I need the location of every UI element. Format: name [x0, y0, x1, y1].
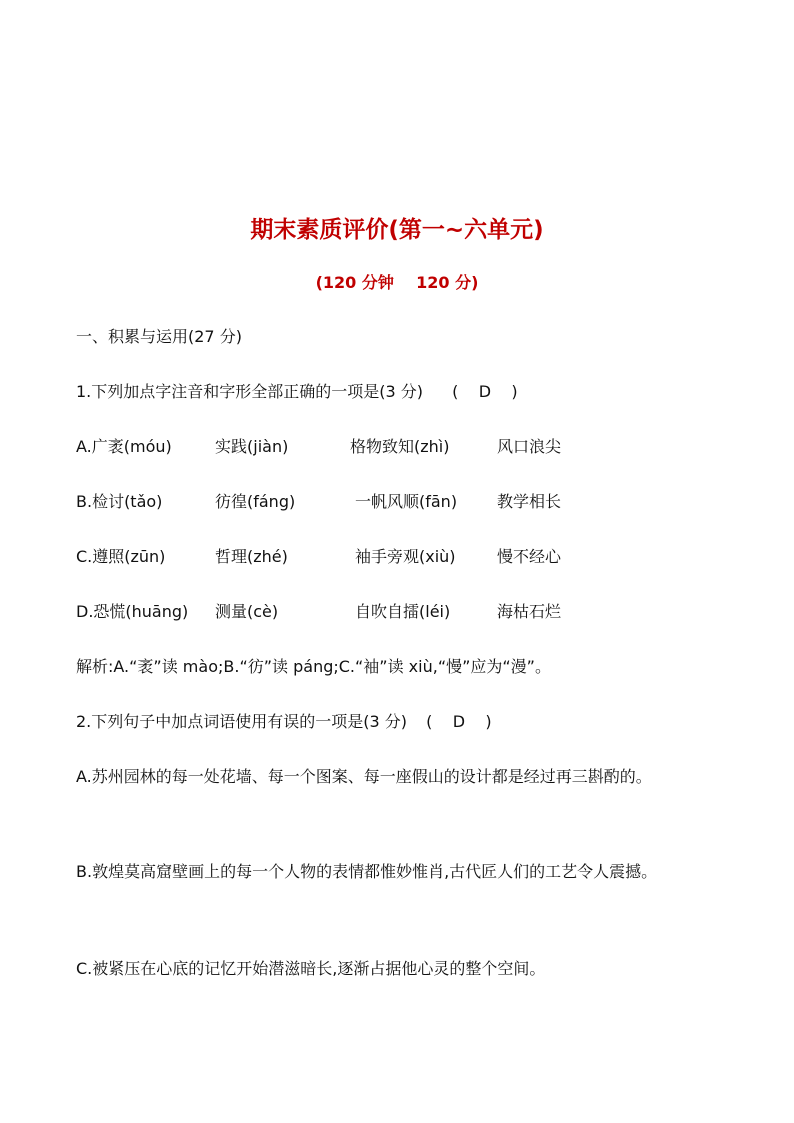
section-heading: 一、积累与运用(27 分) [76, 327, 242, 346]
option-b-col1: B.检讨(tǎo) [76, 492, 163, 511]
question-1-stem [76, 381, 518, 403]
question-2-answer: ( D ) [426, 712, 492, 731]
option-d-col3: 自吹自擂(léi) [355, 602, 451, 621]
option-c-col1: C.遵照(zūn) [76, 547, 166, 566]
option-a-col4: 风口浪尖 [497, 437, 562, 456]
option-a-col1: A.广袤(móu) [76, 437, 172, 456]
question-2-option-b: B.敦煌莫高窟壁画上的每一个人物的表情都惟妙惟肖,古代匠人们的工艺令人震撼。 [76, 862, 658, 881]
option-b-col2: 彷徨(fáng) [215, 492, 296, 511]
option-a-col3: 格物致知(zhì) [350, 437, 450, 456]
page-title: 期末素质评价(第一~六单元) [250, 217, 544, 243]
question-2-text: 2.下列句子中加点词语使用有误的一项是(3 分) [76, 712, 408, 731]
option-b-col3: 一帆风顺(fān) [355, 492, 458, 511]
question-1-text: 1.下列加点字注音和字形全部正确的一项是(3 分) [76, 382, 424, 401]
question-1-explanation: 解析:A.“袤”读 mào;B.“彷”读 páng;C.“袖”读 xiù,“慢”应为“漫”。 [76, 657, 551, 676]
option-c-col2: 哲理(zhé) [215, 547, 288, 566]
option-b-col4: 教学相长 [497, 492, 562, 511]
option-c-col4: 慢不经心 [497, 547, 562, 566]
question-2-stem [76, 711, 492, 733]
exam-duration-score: (120 分钟 120 分) [315, 273, 479, 292]
question-2-option-c: C.被紧压在心底的记忆开始潜滋暗长,逐渐占据他心灵的整个空间。 [76, 959, 546, 978]
option-d-col2: 测量(cè) [215, 602, 279, 621]
option-d-col4: 海枯石烂 [497, 602, 562, 621]
question-2-option-a: A.苏州园林的每一处花墙、每一个图案、每一座假山的设计都是经过再三斟酌的。 [76, 767, 652, 786]
option-d-col1: D.恐慌(huāng) [76, 602, 189, 621]
question-1-answer: ( D ) [452, 382, 518, 401]
option-c-col3: 袖手旁观(xiù) [355, 547, 456, 566]
option-a-col2: 实践(jiàn) [215, 437, 289, 456]
